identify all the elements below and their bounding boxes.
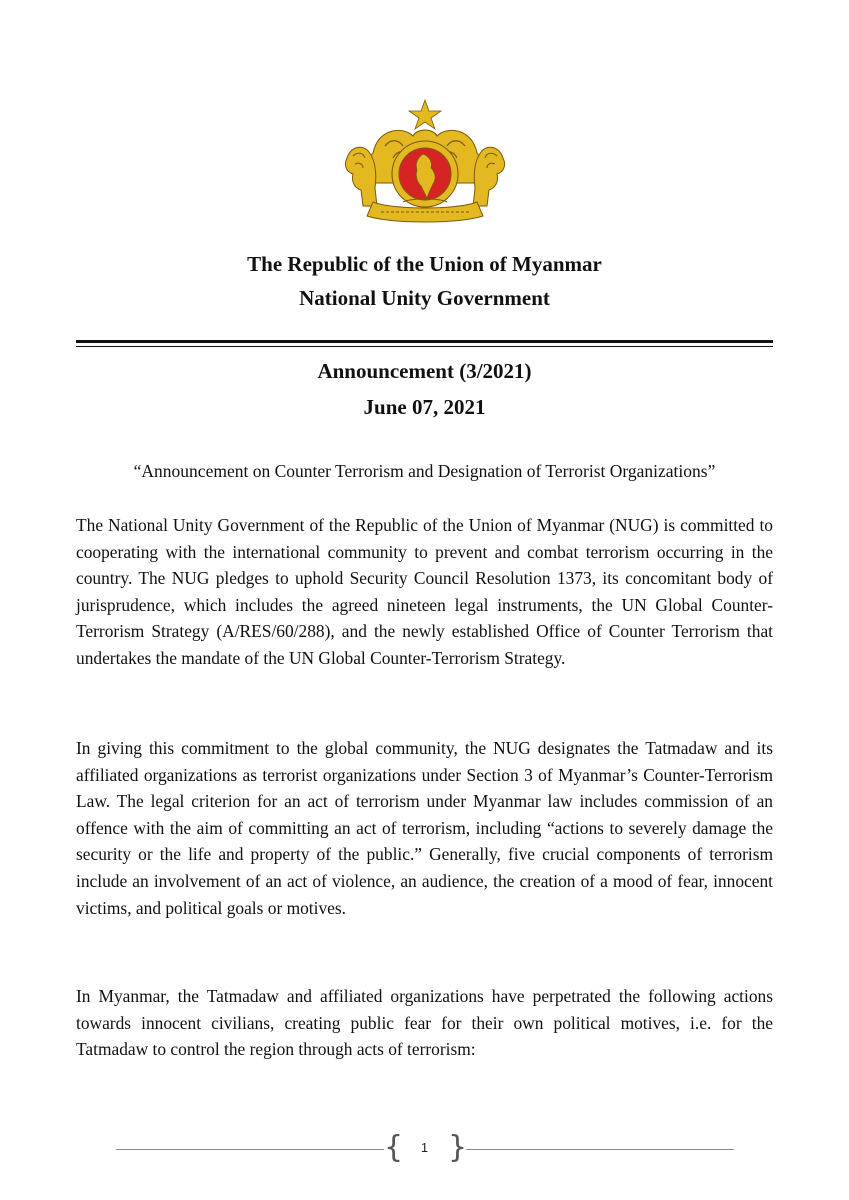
announcement-subtitle: “Announcement on Counter Terrorism and Designation of Terrorist Organizations” — [133, 461, 716, 481]
announcement-date: June 07, 2021 — [363, 395, 486, 419]
header-divider-thin — [76, 346, 773, 347]
government-title: National Unity Government — [299, 286, 550, 310]
body-paragraph-3: In Myanmar, the Tatmadaw and affiliated organizations have perpetrated the following actions towards innocent civilians, creating public fear for their own political motives, i.e. for the Tatmadaw to control the region through acts of terrorism: — [76, 986, 773, 1060]
body-paragraph-2: In giving this commitment to the global community, the NUG designates the Tatmadaw and its affiliated organizations as terrorist organizations under Section 3 of Myanmar’s Counter-Terrorism Law. The legal criterion for an act of terrorism under Myanmar law includes commission of an offence with the aim of committing an act of terrorism, including “actions to severely damage the security or the life and property of the public.” Generally, five crucial components of terrorism include an involvement of an act of violence, an audience, the creation of a mood of fear, innocent victims, and political goals or motives. — [76, 738, 773, 918]
state-seal-of-myanmar-icon — [333, 98, 517, 228]
header-divider-thick — [76, 340, 773, 343]
left-brace-icon: { — [384, 1130, 404, 1165]
page-number: 1 — [420, 1140, 429, 1155]
country-title: The Republic of the Union of Myanmar — [247, 252, 602, 276]
announcement-number: Announcement (3/2021) — [317, 359, 532, 383]
body-paragraph-1: The National Unity Government of the Republic of the Union of Myanmar (NUG) is committed to cooperating with the international community to prevent and combat terrorism occurring in the country. The NUG pledges to uphold Security Council Resolution 1373, its concomitant body of jurisprudence, which includes the agreed nineteen legal instruments, the UN Global Counter-Terrorism Strategy (A/RES/60/288), and the newly established Office of Counter Terrorism that undertakes the mandate of the UN Global Counter-Terrorism Strategy. — [76, 515, 773, 668]
right-brace-icon: } — [448, 1130, 468, 1165]
